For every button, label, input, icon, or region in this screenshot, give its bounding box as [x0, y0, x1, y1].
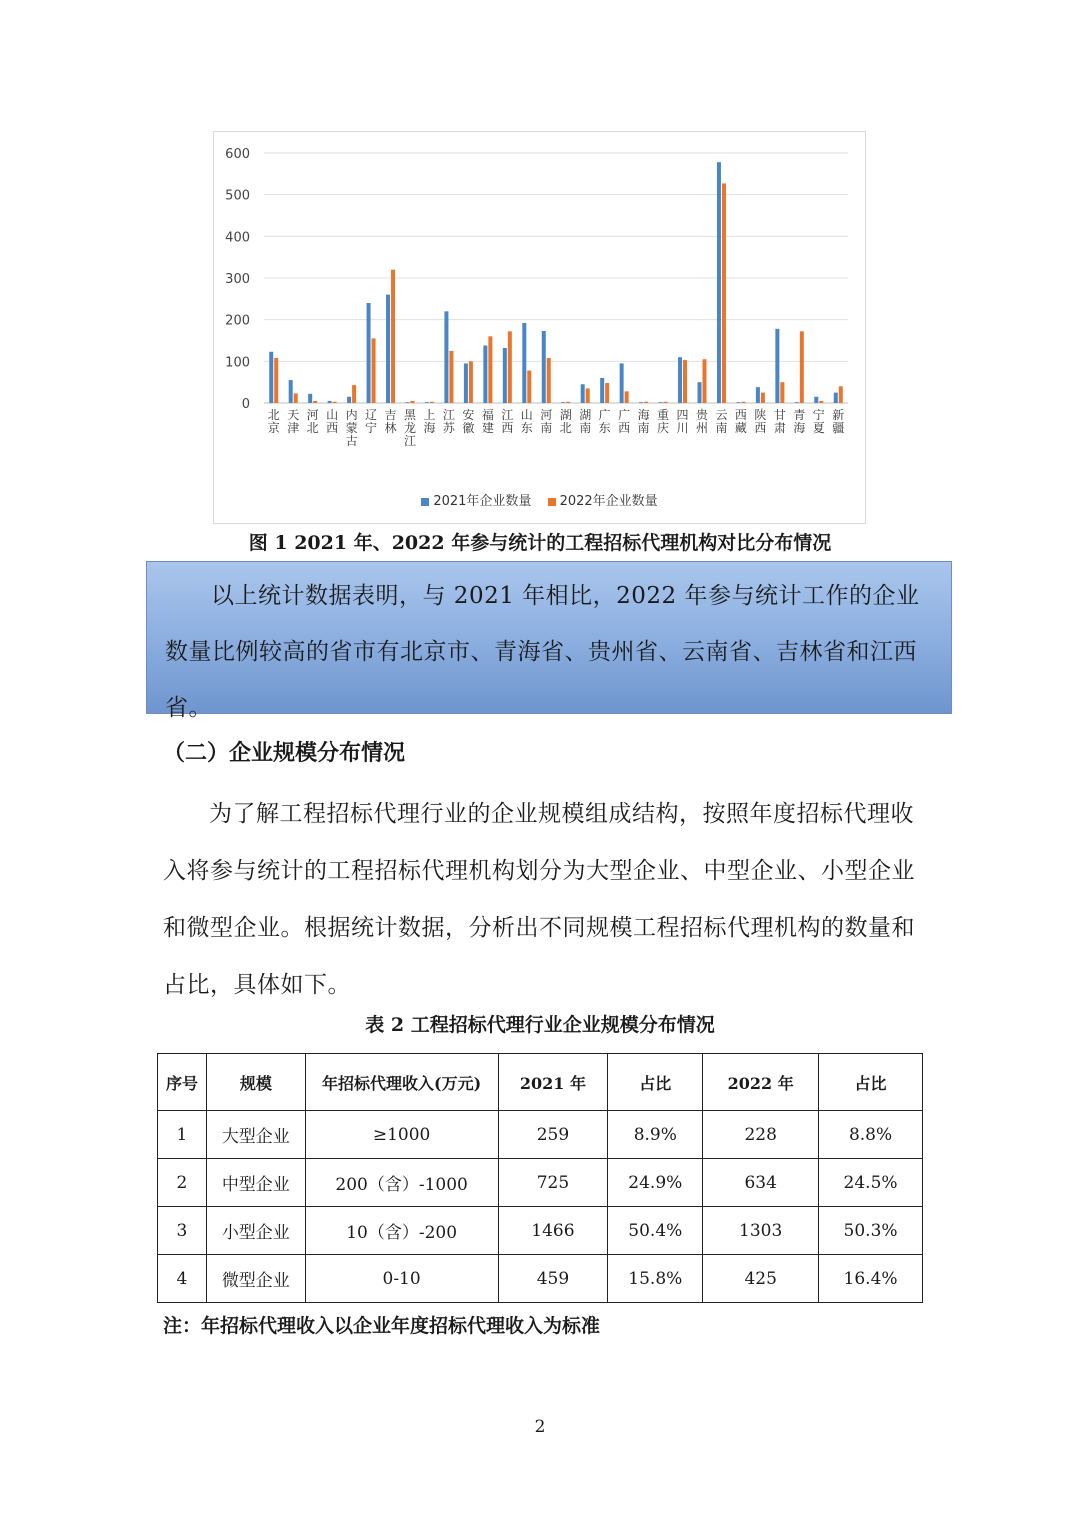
x-tick-char: 宁 — [812, 408, 825, 422]
x-tick-char: 黑 — [403, 408, 417, 422]
bar-2021 — [269, 352, 273, 403]
x-tick-label — [813, 408, 825, 435]
x-tick-char: 海 — [637, 408, 650, 422]
bar-2021 — [444, 311, 448, 403]
x-tick-label — [754, 407, 766, 435]
x-tick-label — [774, 407, 786, 435]
x-tick-label — [677, 408, 689, 435]
table-cell: 中型企业 — [206, 1159, 305, 1207]
bar-2021 — [308, 394, 312, 403]
figure-caption: 图 1 2021 年、2022 年参与统计的工程招标代理机构对比分布情况 — [248, 532, 832, 554]
header-index: 序号 — [158, 1054, 207, 1111]
bar-2021 — [347, 397, 351, 403]
x-tick-label — [287, 408, 299, 435]
chart-svg — [214, 132, 867, 525]
table-cell: 3 — [158, 1207, 207, 1255]
table-cell: 2 — [158, 1159, 207, 1207]
x-tick-label — [793, 407, 805, 435]
y-tick-label: 400 — [225, 230, 250, 246]
bar-2022 — [469, 361, 473, 403]
bar-2021 — [756, 387, 760, 403]
bar-2022 — [313, 401, 317, 403]
x-tick-label — [657, 407, 669, 435]
x-tick-label — [462, 407, 474, 435]
x-tick-label — [735, 408, 747, 435]
table-caption: 表 2 工程招标代理行业企业规模分布情况 — [365, 1014, 715, 1036]
x-tick-char: 云 — [715, 408, 728, 422]
x-tick-char: 河 — [306, 408, 319, 422]
x-tick-char: 庆 — [657, 421, 670, 435]
x-tick-char: 辽 — [365, 408, 378, 422]
table-cell: 8.9% — [608, 1111, 703, 1159]
header-2021: 2021 年 — [498, 1054, 608, 1111]
bar-2021 — [522, 323, 526, 403]
table-cell: ≥1000 — [305, 1111, 498, 1159]
bar-2021 — [367, 303, 371, 403]
bar-2022 — [683, 360, 687, 403]
table-cell: 微型企业 — [206, 1255, 305, 1303]
scale-distribution-table — [157, 1053, 923, 1303]
legend-item-2021 — [421, 494, 531, 509]
bar-2022 — [391, 270, 395, 403]
x-tick-char: 河 — [540, 408, 553, 422]
table-cell: 1466 — [498, 1207, 608, 1255]
y-tick-label: 600 — [225, 147, 250, 162]
bar-2022 — [411, 401, 415, 403]
x-tick-label — [638, 408, 650, 435]
chart-legend — [214, 490, 865, 509]
bar-2021 — [620, 363, 624, 403]
x-tick-char: 广 — [598, 408, 611, 422]
x-tick-char: 州 — [695, 421, 709, 435]
x-tick-label — [268, 408, 280, 435]
x-tick-char: 西 — [754, 421, 767, 435]
bar-2022 — [508, 331, 512, 403]
table-cell: 16.4% — [819, 1255, 923, 1303]
x-tick-label — [715, 408, 727, 435]
bar-2022 — [449, 351, 453, 403]
x-tick-label — [365, 408, 377, 435]
table-cell: 50.3% — [819, 1207, 923, 1255]
bar-2021 — [289, 380, 293, 403]
x-tick-label — [385, 407, 397, 435]
x-tick-char: 津 — [287, 421, 300, 435]
x-tick-char: 江 — [501, 408, 514, 422]
x-tick-char: 江 — [403, 434, 417, 448]
bar-2021 — [425, 402, 429, 403]
x-tick-char: 海 — [793, 421, 806, 435]
table-cell: 10（含）-200 — [305, 1207, 498, 1255]
x-tick-char: 夏 — [812, 421, 825, 435]
header-share-2021: 占比 — [608, 1054, 703, 1111]
bar-chart — [213, 131, 866, 524]
x-tick-char: 北 — [306, 421, 319, 435]
bar-2022 — [800, 331, 804, 403]
table-note: 注：年招标代理收入以企业年度招标代理收入为标准 — [163, 1315, 601, 1337]
y-tick-label: 500 — [225, 188, 250, 204]
x-tick-char: 重 — [657, 408, 670, 422]
x-tick-label — [404, 408, 417, 448]
bar-2022 — [547, 358, 551, 403]
x-tick-label — [560, 407, 572, 435]
bar-2022 — [527, 371, 531, 404]
table-row — [158, 1207, 923, 1255]
bar-2021 — [406, 402, 410, 403]
bar-2022 — [780, 382, 784, 403]
x-tick-char: 湖 — [579, 408, 592, 422]
bar-2021 — [678, 357, 682, 403]
bar-2022 — [722, 183, 726, 403]
header-scale: 规模 — [206, 1054, 305, 1111]
x-tick-char: 吉 — [384, 408, 397, 422]
x-tick-char: 宁 — [365, 421, 378, 435]
x-tick-label — [832, 408, 844, 435]
bar-2021 — [795, 402, 799, 403]
header-revenue: 年招标代理收入(万元) — [305, 1054, 498, 1111]
x-tick-char: 陕 — [754, 408, 767, 422]
x-tick-char: 山 — [326, 408, 339, 422]
x-tick-label — [521, 408, 533, 435]
header-share-2022: 占比 — [819, 1054, 923, 1111]
y-tick-label: 200 — [225, 313, 250, 329]
x-tick-char: 西 — [734, 408, 747, 422]
bar-2021 — [736, 402, 740, 403]
x-tick-char: 南 — [540, 421, 553, 435]
x-tick-label — [443, 408, 456, 435]
table-cell: 24.9% — [608, 1159, 703, 1207]
bar-2021 — [834, 393, 838, 403]
table-cell: 259 — [498, 1111, 608, 1159]
table-row — [158, 1111, 923, 1159]
x-tick-char: 徽 — [462, 421, 475, 435]
bar-2021 — [386, 295, 390, 403]
bar-2021 — [581, 384, 585, 403]
bar-2021 — [483, 346, 487, 404]
legend-label-2022: 2022年企业数量 — [559, 494, 658, 509]
bar-2021 — [561, 402, 565, 403]
x-tick-char: 新 — [832, 408, 845, 422]
table-cell: 634 — [703, 1159, 819, 1207]
bar-2022 — [819, 401, 823, 403]
x-tick-char: 海 — [423, 421, 436, 435]
table-cell: 50.4% — [608, 1207, 703, 1255]
highlight-box — [146, 561, 952, 721]
table-cell: 228 — [703, 1111, 819, 1159]
section-heading: （二）企业规模分布情况 — [163, 740, 406, 766]
x-tick-label — [540, 408, 552, 435]
bar-2021 — [600, 378, 604, 403]
bar-2021 — [814, 397, 818, 403]
page-number: 2 — [534, 1417, 546, 1437]
x-tick-char: 福 — [481, 408, 494, 422]
table-cell: 1303 — [703, 1207, 819, 1255]
x-tick-char: 天 — [287, 408, 300, 422]
x-tick-char: 内 — [345, 408, 358, 422]
table-cell: 459 — [498, 1255, 608, 1303]
x-tick-char: 四 — [676, 408, 689, 422]
table-cell: 15.8% — [608, 1255, 703, 1303]
table-cell: 0-10 — [305, 1255, 498, 1303]
x-tick-char: 广 — [618, 408, 631, 422]
x-tick-char: 甘 — [773, 408, 786, 422]
table-header-row — [158, 1054, 923, 1111]
bar-2022 — [488, 336, 492, 403]
bar-2022 — [605, 383, 609, 403]
highlight-text: 以上统计数据表明，与 2021 年相比，2022 年参与统计工作的企业数量比例较高的省市有北京市、青海省、贵州省、云南省、吉林省和江西省。 — [165, 583, 920, 721]
body-paragraph: 为了解工程招标代理行业的企业规模组成结构，按照年度招标代理收入将参与统计的工程招标代理机构划分为大型企业、中型企业、小型企业和微型企业。根据统计数据，分析出不同规模工程招标代理机构的数量和占比，具体如下。 — [163, 801, 915, 998]
x-tick-char: 建 — [481, 421, 494, 435]
bar-2022 — [352, 385, 356, 403]
bar-2022 — [333, 402, 337, 403]
bar-2021 — [503, 348, 507, 403]
bar-2022 — [274, 358, 278, 403]
x-tick-char: 山 — [520, 408, 533, 422]
x-tick-char: 林 — [384, 421, 397, 435]
x-tick-char: 青 — [793, 408, 806, 422]
table-cell: 200（含）-1000 — [305, 1159, 498, 1207]
table-cell: 725 — [498, 1159, 608, 1207]
x-tick-char: 疆 — [832, 421, 845, 435]
table-cell: 425 — [703, 1255, 819, 1303]
x-tick-char: 京 — [267, 421, 280, 435]
table-cell: 小型企业 — [206, 1207, 305, 1255]
bar-2022 — [372, 338, 376, 403]
legend-swatch-2022 — [548, 498, 556, 506]
x-tick-char: 肃 — [773, 421, 786, 435]
bar-2022 — [625, 391, 629, 403]
x-tick-label — [326, 408, 338, 435]
legend-label-2021: 2021年企业数量 — [433, 494, 532, 509]
bar-2021 — [775, 329, 779, 403]
bar-2022 — [741, 402, 745, 403]
bar-2022 — [703, 359, 707, 403]
x-tick-label — [307, 408, 319, 435]
x-tick-char: 上 — [423, 408, 436, 422]
x-tick-label — [599, 407, 611, 435]
x-tick-char: 藏 — [734, 421, 747, 435]
header-2022: 2022 年 — [703, 1054, 819, 1111]
x-tick-char: 北 — [267, 408, 280, 422]
x-tick-label — [346, 407, 358, 448]
bar-2021 — [717, 162, 721, 403]
table-cell: 4 — [158, 1255, 207, 1303]
table-cell: 1 — [158, 1111, 207, 1159]
bar-2021 — [542, 331, 546, 403]
table-cell: 24.5% — [819, 1159, 923, 1207]
bar-2021 — [659, 402, 663, 403]
bar-2022 — [566, 402, 570, 403]
bar-2022 — [586, 388, 590, 403]
y-tick-label: 300 — [225, 272, 250, 287]
x-tick-char: 西 — [501, 421, 514, 435]
bar-2021 — [698, 382, 702, 403]
x-tick-char: 贵 — [695, 408, 709, 422]
bar-2021 — [464, 363, 468, 403]
legend-item-2022 — [548, 494, 658, 509]
x-tick-char: 蒙 — [345, 421, 358, 435]
bar-2022 — [430, 402, 434, 403]
y-tick-label: 100 — [225, 355, 250, 371]
x-tick-char: 南 — [715, 421, 728, 435]
y-tick-label: 0 — [241, 397, 250, 412]
x-tick-char: 西 — [618, 421, 631, 435]
table-cell: 大型企业 — [206, 1111, 305, 1159]
x-tick-char: 湖 — [559, 408, 572, 422]
x-tick-char: 东 — [598, 421, 611, 435]
table-row — [158, 1255, 923, 1303]
x-tick-label — [501, 408, 513, 435]
bar-2022 — [294, 393, 298, 403]
x-tick-label — [579, 407, 591, 435]
x-tick-char: 南 — [579, 421, 592, 435]
x-tick-char: 古 — [345, 434, 358, 448]
table-row — [158, 1159, 923, 1207]
bar-2022 — [664, 402, 668, 403]
x-tick-label — [696, 407, 709, 435]
table-cell: 8.8% — [819, 1111, 923, 1159]
bar-2022 — [839, 386, 843, 403]
x-tick-label — [618, 407, 630, 435]
x-tick-char: 龙 — [403, 421, 417, 435]
x-tick-char: 川 — [676, 421, 689, 435]
x-tick-char: 安 — [462, 408, 475, 422]
x-tick-char: 南 — [637, 421, 650, 435]
bar-2021 — [639, 402, 643, 403]
x-tick-char: 江 — [442, 408, 455, 422]
bar-2022 — [761, 393, 765, 403]
x-tick-char: 北 — [559, 421, 572, 435]
x-tick-char: 西 — [326, 421, 339, 435]
x-tick-char: 东 — [520, 421, 533, 435]
x-tick-label — [482, 408, 494, 435]
bar-2021 — [328, 401, 332, 403]
legend-swatch-2021 — [421, 498, 429, 506]
bar-2022 — [644, 402, 648, 403]
x-tick-char: 苏 — [442, 421, 455, 435]
x-tick-label — [423, 407, 435, 435]
